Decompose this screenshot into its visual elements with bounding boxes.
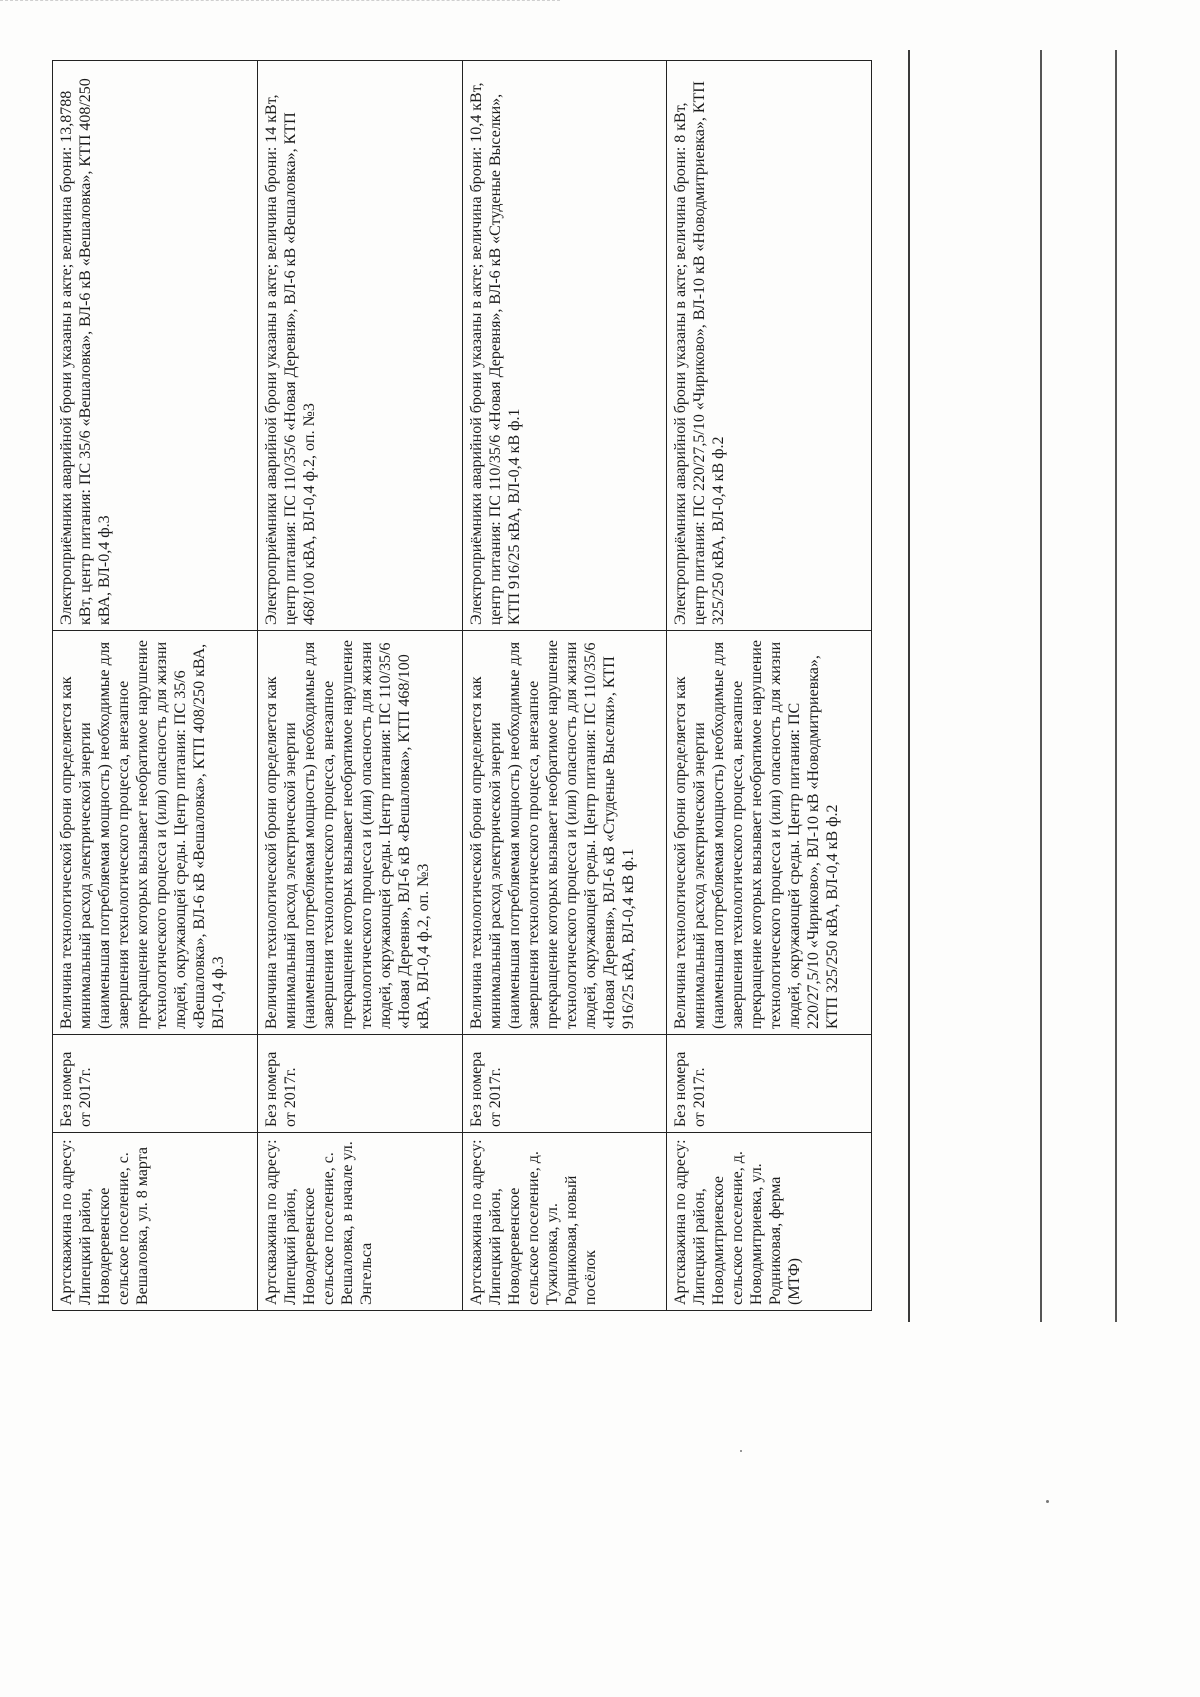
act-reference-cell: Без номера от 2017г. (53, 1035, 258, 1133)
signature-line (908, 50, 910, 1322)
emergency-reserve-cell: Электроприёмники аварийной брони указаны в акте; величина брони: 8 кВт, центр питания: ПС 220/27,5/10 «Чириково», ВЛ-10 кВ «Новодмитриевка», КТП 325/250 кВА, ВЛ-0,4 кВ ф.2 (667, 61, 872, 631)
rotated-table-container (52, 61, 872, 1311)
act-reference-cell: Без номера от 2017г. (462, 1035, 667, 1133)
table-row (667, 61, 872, 1311)
table-row (53, 61, 258, 1311)
emergency-reserve-cell: Электроприёмники аварийной брони указаны в акте; величина брони: 10,4 кВт, центр питания: ПС 110/35/6 «Новая Деревня», ВЛ-6 кВ «Студеные Выселки», КТП 916/25 кВА, ВЛ-0,4 кВ ф.1 (462, 61, 667, 631)
object-address-cell: Артскважина по адресу: Липецкий район, Новодеревенское сельское поселение, с. Вешаловка, в начале ул. Энгельса (257, 1133, 462, 1311)
act-reference-cell: Без номера от 2017г. (257, 1035, 462, 1133)
object-address-cell: Артскважина по адресу: Липецкий район, Новодеревенское сельское поселение, с. Вешаловка, ул. 8 марта (53, 1133, 258, 1311)
scan-speck (1046, 1500, 1049, 1503)
object-address-cell: Артскважина по адресу: Липецкий район, Новодмитриевское сельское поселение, д. Новодмитриевка, ул. Родниковая, ферма (МТФ) (667, 1133, 872, 1311)
emergency-reserve-cell: Электроприёмники аварийной брони указаны в акте; величина брони: 13,8788 кВт, центр питания: ПС 35/6 «Вешаловка», ВЛ-6 кВ «Вешаловка», КТП 408/250 кВА, ВЛ-0,4 ф.3 (53, 61, 258, 631)
object-address-cell: Артскважина по адресу: Липецкий район, Новодеревенское сельское поселение, д. Тужиловка, ул. Родниковая, новый посёлок (462, 1133, 667, 1311)
table-row (462, 61, 667, 1311)
scan-speck (740, 1450, 742, 1452)
signature-line (1115, 50, 1117, 1322)
act-reference-cell: Без номера от 2017г. (667, 1035, 872, 1133)
table-row (257, 61, 462, 1311)
technological-reserve-cell: Величина технологической брони определяется как минимальный расход электрической энергии (наименьшая потребляемая мощность) необходимые для завершения технологического процесса, внезапное прекращение которых вызывает необратимое нарушение технологического процесса и (или) опасность для жизни людей, окружающей среды. Центр питания: ПС 110/35/6 «Новая Деревня», ВЛ-6 кВ «Вешаловка», КТП 468/100 кВА, ВЛ-0,4 ф.2, оп. №3 (257, 631, 462, 1035)
emergency-reserve-table (52, 60, 872, 1311)
technological-reserve-cell: Величина технологической брони определяется как минимальный расход электрической энергии (наименьшая потребляемая мощность) необходимые для завершения технологического процесса, внезапное прекращение которых вызывает необратимое нарушение технологического процесса и (или) опасность для жизни людей, окружающей среды. Центр питания: ПС 220/27,5/10 «Чириково», ВЛ-10 кВ «Новодмитриевка», КТП 325/250 кВА, ВЛ-0,4 кВ ф.2 (667, 631, 872, 1035)
emergency-reserve-cell: Электроприёмники аварийной брони указаны в акте; величина брони: 14 кВт, центр питания: ПС 110/35/6 «Новая Деревня», ВЛ-6 кВ «Вешаловка», КТП 468/100 кВА, ВЛ-0,4 ф.2, оп. №3 (257, 61, 462, 631)
technological-reserve-cell: Величина технологической брони определяется как минимальный расход электрической энергии (наименьшая потребляемая мощность) необходимые для завершения технологического процесса, внезапное прекращение которых вызывает необратимое нарушение технологического процесса и (или) опасность для жизни людей, окружающей среды. Центр питания: ПС 35/6 «Вешаловка», ВЛ-6 кВ «Вешаловка», КТП 408/250 кВА, ВЛ-0,4 ф.3 (53, 631, 258, 1035)
signature-line (1040, 50, 1042, 1322)
scan-edge (0, 0, 560, 5)
technological-reserve-cell: Величина технологической брони определяется как минимальный расход электрической энергии (наименьшая потребляемая мощность) необходимые для завершения технологического процесса, внезапное прекращение которых вызывает необратимое нарушение технологического процесса и (или) опасность для жизни людей, окружающей среды. Центр питания: ПС 110/35/6 «Новая Деревня», ВЛ-6 кВ «Студеные Выселки», КТП 916/25 кВА, ВЛ-0,4 кВ ф.1 (462, 631, 667, 1035)
